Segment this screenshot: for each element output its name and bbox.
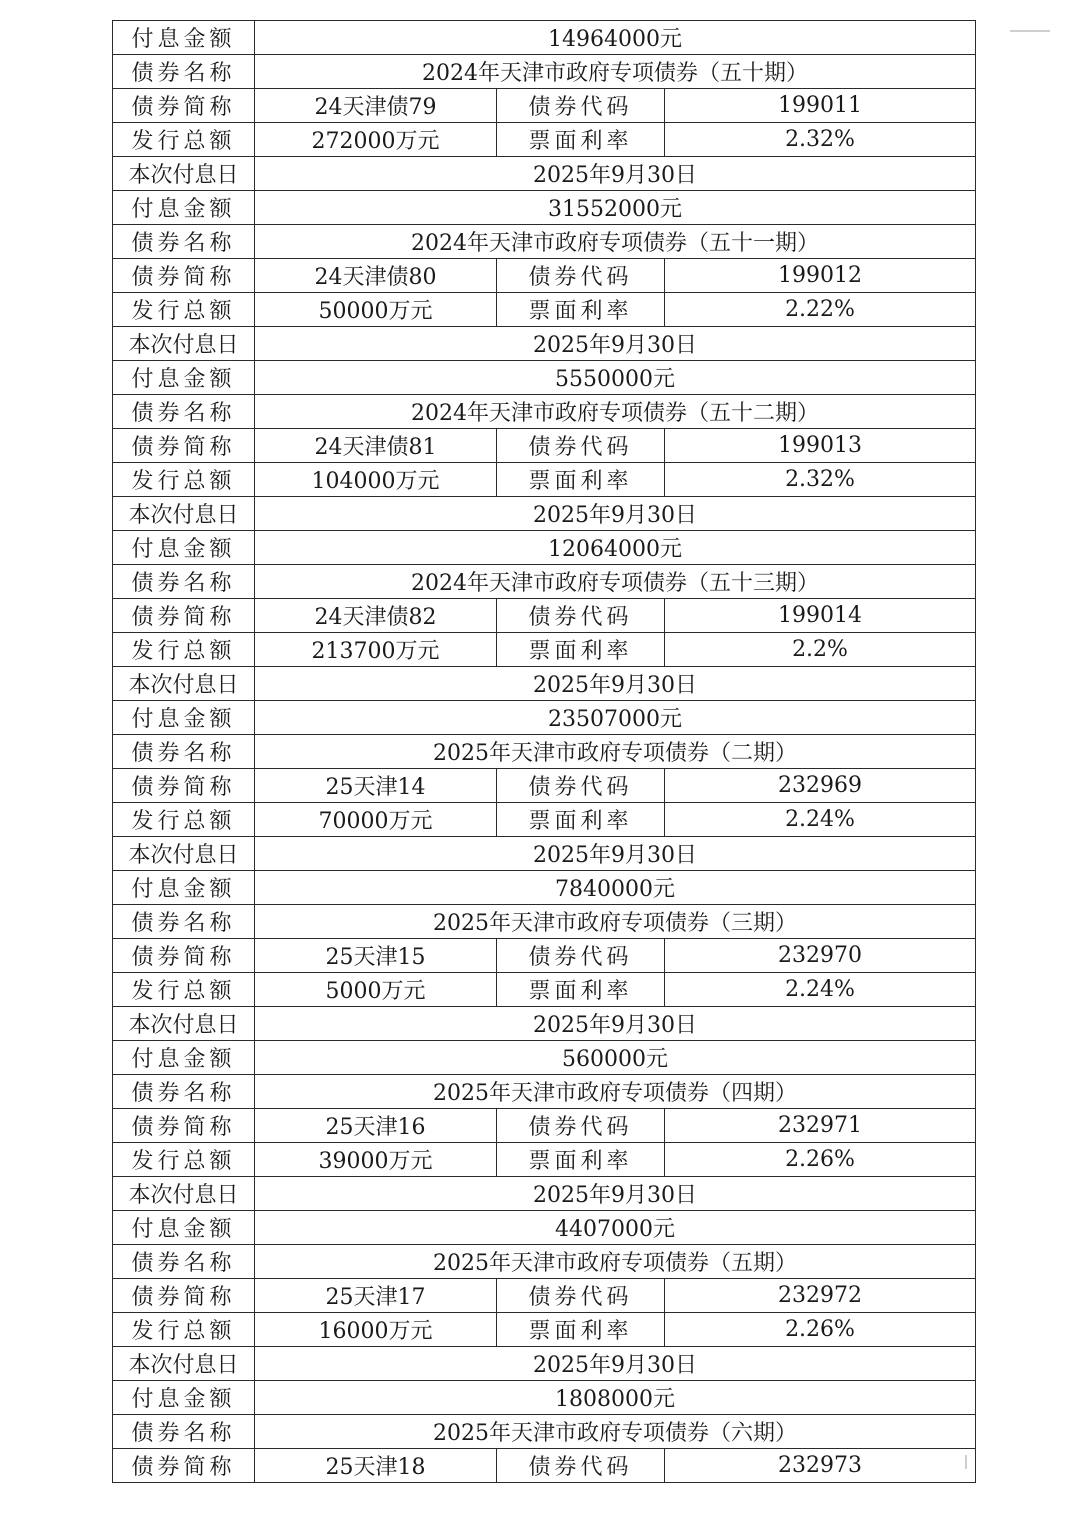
row-label-2: 票面利率 [497, 123, 665, 157]
row-label: 发行总额 [113, 463, 255, 497]
table-row [113, 531, 976, 565]
row-label: 本次付息日 [113, 157, 255, 191]
row-label: 付息金额 [113, 701, 255, 735]
row-value: 12064000元 [255, 531, 976, 565]
table-row [113, 1109, 976, 1143]
table-row [113, 837, 976, 871]
bond-table-body [113, 21, 976, 1483]
row-value-2: 232973 [665, 1449, 976, 1483]
table-row [113, 123, 976, 157]
row-value-2: 2.24% [665, 973, 976, 1007]
row-label-2: 票面利率 [497, 973, 665, 1007]
row-label: 债券简称 [113, 1279, 255, 1313]
row-label-2: 债券代码 [497, 599, 665, 633]
table-row [113, 871, 976, 905]
table-row [113, 905, 976, 939]
row-label: 付息金额 [113, 361, 255, 395]
table-row [113, 565, 976, 599]
row-label: 本次付息日 [113, 1177, 255, 1211]
row-label: 本次付息日 [113, 1007, 255, 1041]
table-row [113, 157, 976, 191]
row-value: 31552000元 [255, 191, 976, 225]
row-value: 7840000元 [255, 871, 976, 905]
row-value: 272000万元 [255, 123, 497, 157]
row-label-2: 票面利率 [497, 633, 665, 667]
table-row [113, 1143, 976, 1177]
row-value: 24天津债80 [255, 259, 497, 293]
row-value: 2025年9月30日 [255, 1007, 976, 1041]
row-value-2: 2.22% [665, 293, 976, 327]
table-row [113, 293, 976, 327]
row-label-2: 票面利率 [497, 463, 665, 497]
row-label: 付息金额 [113, 191, 255, 225]
table-row [113, 1279, 976, 1313]
row-label: 债券简称 [113, 259, 255, 293]
row-label: 债券简称 [113, 939, 255, 973]
table-row [113, 21, 976, 55]
row-value: 2025年天津市政府专项债券（六期） [255, 1415, 976, 1449]
row-label: 债券简称 [113, 1109, 255, 1143]
row-value: 14964000元 [255, 21, 976, 55]
row-label: 债券简称 [113, 599, 255, 633]
row-label-2: 票面利率 [497, 1143, 665, 1177]
table-row [113, 327, 976, 361]
row-label: 债券名称 [113, 55, 255, 89]
row-label: 本次付息日 [113, 1347, 255, 1381]
row-value: 5000万元 [255, 973, 497, 1007]
row-value: 2025年9月30日 [255, 157, 976, 191]
table-row [113, 191, 976, 225]
row-value: 24天津债81 [255, 429, 497, 463]
row-value-2: 199013 [665, 429, 976, 463]
row-label: 付息金额 [113, 871, 255, 905]
table-row [113, 1313, 976, 1347]
row-value-2: 232972 [665, 1279, 976, 1313]
table-row [113, 939, 976, 973]
table-row [113, 735, 976, 769]
row-label: 债券名称 [113, 1245, 255, 1279]
row-value: 104000万元 [255, 463, 497, 497]
table-row [113, 1449, 976, 1483]
row-label: 发行总额 [113, 803, 255, 837]
row-value-2: 2.26% [665, 1313, 976, 1347]
table-row [113, 599, 976, 633]
row-label-2: 债券代码 [497, 769, 665, 803]
row-value-2: 232969 [665, 769, 976, 803]
table-row [113, 1381, 976, 1415]
row-label: 发行总额 [113, 1313, 255, 1347]
row-label: 付息金额 [113, 1381, 255, 1415]
row-value: 2025年天津市政府专项债券（三期） [255, 905, 976, 939]
row-label: 发行总额 [113, 973, 255, 1007]
row-label: 债券简称 [113, 1449, 255, 1483]
row-label: 债券名称 [113, 225, 255, 259]
table-row [113, 225, 976, 259]
row-label: 债券名称 [113, 905, 255, 939]
row-label: 债券名称 [113, 565, 255, 599]
row-label: 本次付息日 [113, 327, 255, 361]
row-label: 发行总额 [113, 123, 255, 157]
table-row [113, 361, 976, 395]
row-label: 本次付息日 [113, 497, 255, 531]
scan-artifact-top-right [1010, 30, 1050, 32]
table-row [113, 1075, 976, 1109]
row-label: 付息金额 [113, 531, 255, 565]
row-value: 2024年天津市政府专项债券（五十期） [255, 55, 976, 89]
table-row [113, 1041, 976, 1075]
table-row [113, 1177, 976, 1211]
row-value: 2025年天津市政府专项债券（二期） [255, 735, 976, 769]
row-label: 付息金额 [113, 1211, 255, 1245]
table-row [113, 1415, 976, 1449]
row-label: 债券名称 [113, 1415, 255, 1449]
row-label: 债券简称 [113, 429, 255, 463]
table-row [113, 429, 976, 463]
table-row [113, 701, 976, 735]
row-label-2: 债券代码 [497, 1279, 665, 1313]
row-value: 25天津18 [255, 1449, 497, 1483]
row-value: 24天津债82 [255, 599, 497, 633]
row-label: 债券简称 [113, 89, 255, 123]
row-value: 16000万元 [255, 1313, 497, 1347]
row-label: 发行总额 [113, 633, 255, 667]
row-label-2: 票面利率 [497, 803, 665, 837]
row-label: 付息金额 [113, 1041, 255, 1075]
table-row [113, 1347, 976, 1381]
row-label-2: 票面利率 [497, 1313, 665, 1347]
row-value: 25天津17 [255, 1279, 497, 1313]
row-value: 560000元 [255, 1041, 976, 1075]
row-label-2: 票面利率 [497, 293, 665, 327]
row-value-2: 2.24% [665, 803, 976, 837]
row-value-2: 199012 [665, 259, 976, 293]
table-row [113, 89, 976, 123]
row-value-2: 2.2% [665, 633, 976, 667]
row-value: 2024年天津市政府专项债券（五十三期） [255, 565, 976, 599]
row-label: 债券简称 [113, 769, 255, 803]
table-row [113, 55, 976, 89]
row-value: 2024年天津市政府专项债券（五十二期） [255, 395, 976, 429]
row-label: 发行总额 [113, 293, 255, 327]
row-value-2: 199011 [665, 89, 976, 123]
row-value: 2025年9月30日 [255, 1347, 976, 1381]
table-row [113, 1211, 976, 1245]
row-value: 50000万元 [255, 293, 497, 327]
table-row [113, 463, 976, 497]
table-row [113, 259, 976, 293]
row-value-2: 199014 [665, 599, 976, 633]
row-value: 213700万元 [255, 633, 497, 667]
table-row [113, 497, 976, 531]
table-row [113, 803, 976, 837]
table-row [113, 395, 976, 429]
row-value: 2025年天津市政府专项债券（五期） [255, 1245, 976, 1279]
row-value: 1808000元 [255, 1381, 976, 1415]
row-label-2: 债券代码 [497, 1449, 665, 1483]
row-label: 债券名称 [113, 735, 255, 769]
table-row [113, 633, 976, 667]
row-value: 2025年9月30日 [255, 327, 976, 361]
table-row [113, 667, 976, 701]
row-value: 2025年9月30日 [255, 1177, 976, 1211]
row-value: 5550000元 [255, 361, 976, 395]
table-row [113, 769, 976, 803]
row-value: 39000万元 [255, 1143, 497, 1177]
row-value-2: 232971 [665, 1109, 976, 1143]
row-value: 2025年9月30日 [255, 837, 976, 871]
row-value: 2025年天津市政府专项债券（四期） [255, 1075, 976, 1109]
row-value: 25天津16 [255, 1109, 497, 1143]
row-value: 2025年9月30日 [255, 667, 976, 701]
row-value-2: 2.26% [665, 1143, 976, 1177]
row-label-2: 债券代码 [497, 429, 665, 463]
row-label: 本次付息日 [113, 667, 255, 701]
row-value: 25天津14 [255, 769, 497, 803]
row-label: 债券名称 [113, 1075, 255, 1109]
row-label: 付息金额 [113, 21, 255, 55]
row-label-2: 债券代码 [497, 259, 665, 293]
row-value-2: 2.32% [665, 123, 976, 157]
row-label-2: 债券代码 [497, 1109, 665, 1143]
row-label: 发行总额 [113, 1143, 255, 1177]
row-value: 4407000元 [255, 1211, 976, 1245]
row-label-2: 债券代码 [497, 89, 665, 123]
row-value-2: 232970 [665, 939, 976, 973]
table-row [113, 1245, 976, 1279]
row-label: 债券名称 [113, 395, 255, 429]
row-value: 25天津15 [255, 939, 497, 973]
bond-interest-table [112, 20, 976, 1483]
row-value: 70000万元 [255, 803, 497, 837]
row-label: 本次付息日 [113, 837, 255, 871]
row-value: 2024年天津市政府专项债券（五十一期） [255, 225, 976, 259]
row-value: 23507000元 [255, 701, 976, 735]
row-value: 24天津债79 [255, 89, 497, 123]
row-value: 2025年9月30日 [255, 497, 976, 531]
row-value-2: 2.32% [665, 463, 976, 497]
table-row [113, 973, 976, 1007]
row-label-2: 债券代码 [497, 939, 665, 973]
table-row [113, 1007, 976, 1041]
